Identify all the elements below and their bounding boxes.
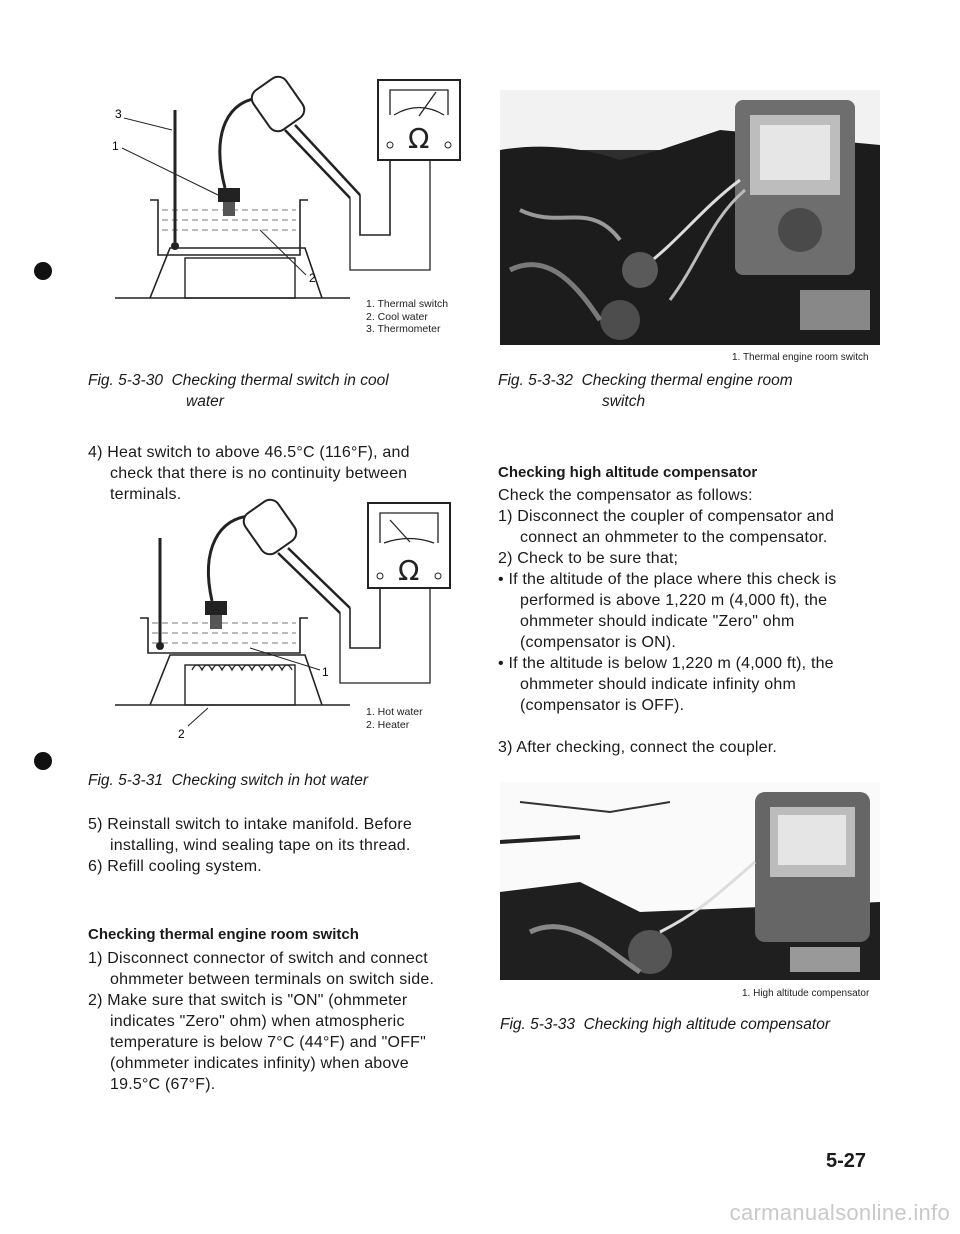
fig33-caption-prefix: Fig. 5-3-33	[500, 1016, 575, 1033]
fig31-caption	[88, 770, 468, 791]
fig30-diagram	[110, 70, 470, 330]
fig31-callout-1: 1	[322, 665, 329, 679]
engine-room-heading: Checking thermal engine room switch	[88, 926, 359, 943]
list-item: 6) Refill cooling system.	[88, 858, 262, 875]
fig30-callout-2: 2	[309, 271, 316, 285]
fig31-caption-text: Checking switch in hot water	[171, 772, 368, 789]
fig30-caption-line2: water	[186, 393, 224, 410]
altitude-heading: Checking high altitude compensator	[498, 464, 758, 481]
fig31-caption-prefix: Fig. 5-3-31	[88, 772, 163, 789]
steps-5-6	[88, 814, 463, 877]
fig30-callout-1: 1	[112, 139, 119, 153]
legend-item: 1. Hot water	[366, 706, 423, 718]
fig31-legend	[366, 706, 423, 731]
fig32-photo-label: 1. Thermal engine room switch	[732, 352, 869, 363]
altitude-step3: 3) After checking, connect the coupler.	[498, 739, 778, 756]
fig33-caption	[500, 1014, 900, 1035]
list-item: 2) Make sure that switch is "ON" (ohmmeter indicates "Zero" ohm) when atmospheric temperature is below 7°C (44°F) and "OFF" (ohmmeter indicates infinity) when above 19.5°C (67°F).	[88, 992, 427, 1093]
list-item: 1) Disconnect connector of switch and connect ohmmeter between terminals on switch side.	[88, 950, 435, 988]
altitude-steps	[498, 506, 878, 569]
engine-room-steps	[88, 948, 463, 1095]
watermark: carmanualsonline.info	[729, 1200, 950, 1225]
ohm-symbol: Ω	[398, 554, 420, 587]
fig33-photo-label: 1. High altitude compensator	[742, 988, 870, 999]
fig30-callout-3: 3	[115, 107, 122, 121]
fig32-caption	[498, 370, 898, 412]
fig30-caption-line1: Checking thermal switch in cool	[171, 372, 389, 389]
altitude-bullets	[498, 569, 878, 716]
binder-hole-bottom	[34, 752, 52, 770]
fig33-photo	[500, 782, 880, 980]
list-item: 2) Check to be sure that;	[498, 550, 679, 567]
legend-item: 1. Thermal switch	[366, 298, 449, 310]
legend-item: 2. Heater	[366, 718, 410, 731]
fig30-caption	[88, 370, 468, 412]
binder-hole-top	[34, 262, 52, 280]
fig30-caption-prefix: Fig. 5-3-30	[88, 372, 163, 389]
step4-line: terminals.	[110, 486, 182, 503]
step-4	[88, 442, 463, 505]
step4-line: check that there is no continuity between	[110, 465, 408, 482]
step4-line: 4) Heat switch to above 46.5°C (116°F), and	[88, 444, 410, 461]
fig32-photo	[500, 90, 880, 345]
fig32-caption-line1: Checking thermal engine room	[581, 372, 793, 389]
legend-item: 3. Thermometer	[366, 323, 441, 335]
list-item: • If the altitude of the place where this check is performed is above 1,220 m (4,000 ft), the ohmmeter should indicate "Zero" ohm (compensator is ON).	[498, 571, 837, 651]
legend-item: 2. Cool water	[366, 310, 428, 323]
altitude-intro: Check the compensator as follows:	[498, 487, 753, 504]
fig32-caption-prefix: Fig. 5-3-32	[498, 372, 573, 389]
fig33-caption-text: Checking high altitude compensator	[583, 1016, 831, 1033]
fig31-callout-2: 2	[178, 727, 185, 741]
list-item: • If the altitude is below 1,220 m (4,000 ft), the ohmmeter should indicate infinity ohm (compensator is OFF).	[498, 655, 834, 714]
fig30-legend	[366, 298, 448, 336]
list-item: 1) Disconnect the coupler of compensator and connect an ohmmeter to the compensator.	[498, 508, 835, 546]
ohm-symbol: Ω	[408, 122, 430, 155]
list-item: 5) Reinstall switch to intake manifold. Before installing, wind sealing tape on its thread.	[88, 816, 413, 854]
page-number: 5-27	[826, 1150, 867, 1172]
fig32-caption-line2: switch	[602, 393, 646, 410]
